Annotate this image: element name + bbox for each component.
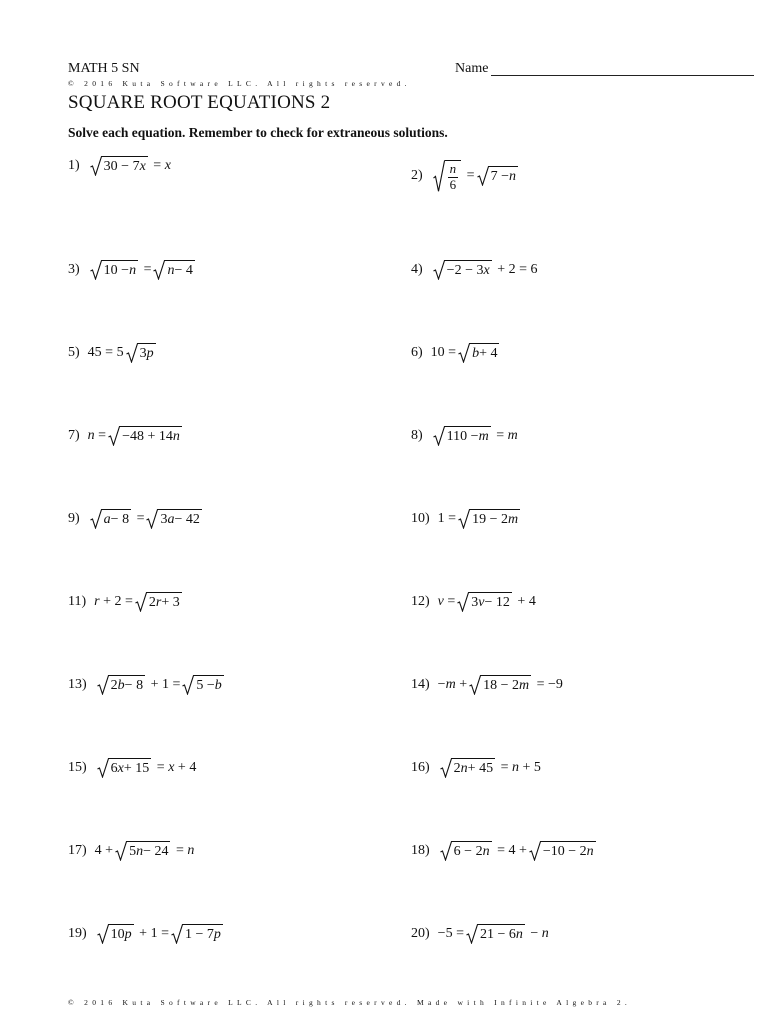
equation: r + 2 = 2 r + 3 [94,594,180,610]
problem-16 [411,758,541,778]
radical-sign [182,675,194,695]
copyright-line: © 2016 Kuta Software LLC. All rights reserved. [68,79,411,88]
problem-number: 2) [411,168,423,184]
radical-sign [457,592,469,612]
equation: 2 b − 8 + 1 = 5 − b [95,675,226,695]
equation: 10 = b + 4 [430,345,498,361]
problem-20 [411,924,549,944]
problem-10 [411,509,522,529]
radical-sign [440,841,452,861]
equation: 110 − m = m [431,426,518,446]
problem-1 [68,156,171,176]
problem-number: 12) [411,594,430,609]
radical-sign [433,260,445,280]
problem-number: 17) [68,843,87,858]
problem-12 [411,592,536,612]
problem-number: 6) [411,345,423,360]
equation: 6 − 2 n = 4 + −10 − 2 n [438,841,598,861]
problem-number: 9) [68,511,80,526]
equation: 10 p + 1 = 1 − 7 p [95,924,225,944]
problem-19 [68,924,225,944]
radical-sign [146,509,158,529]
instructions: Solve each equation. Remember to check for extraneous solutions. [68,125,448,140]
problem-number: 15) [68,760,87,775]
course-label: MATH 5 SN [68,61,140,76]
radical-sign [433,160,445,193]
problem-13 [68,675,226,695]
problem-2 [411,160,520,193]
equation: −5 = 21 − 6 n − n [437,926,549,942]
radical-sign [90,260,102,280]
equation: 10 − n = n − 4 [88,260,197,280]
equation: 4 + 5 n − 24 = n [94,843,195,859]
equation: − m + 18 − 2 m = −9 [437,677,563,693]
radical-sign [171,924,183,944]
problem-6 [411,343,501,363]
problem-11 [68,592,184,612]
problem-number: 7) [68,428,80,443]
radical-sign [126,343,138,363]
radical-sign [115,841,127,861]
problem-8 [411,426,518,446]
problem-number: 18) [411,843,430,858]
problem-number: 16) [411,760,430,775]
footer-copyright: © 2016 Kuta Software LLC. All rights reserved. Made with Infinite Algebra 2. [68,998,632,1007]
equation: −2 − 3 x + 2 = 6 [431,260,538,280]
problem-number: 1) [68,158,80,173]
equation: $\frac{n}{6}$ = 7 − n [431,160,520,193]
radical-sign [153,260,165,280]
problem-number: 5) [68,345,80,360]
problem-7 [68,426,184,446]
problem-3 [68,260,197,280]
radical-sign [135,592,147,612]
problem-number: 20) [411,926,430,941]
radical-sign [90,509,102,529]
equation: n = −48 + 14 n [87,428,180,444]
problem-5 [68,343,158,363]
equation: 1 = 19 − 2 m [437,511,519,527]
radical-sign [477,166,489,186]
problem-number: 4) [411,262,423,277]
radical-sign [97,675,109,695]
radical-sign [108,426,120,446]
problem-17 [68,841,194,861]
problem-number: 3) [68,262,80,277]
problem-14 [411,675,563,695]
problem-number: 14) [411,677,430,692]
equation: 45 = 5 3 p [87,345,154,361]
problem-number: 10) [411,511,430,526]
worksheet-title: SQUARE ROOT EQUATIONS 2 [68,92,331,113]
radical-sign [466,924,478,944]
problem-18 [411,841,598,861]
radical-sign [458,509,470,529]
radical-sign [529,841,541,861]
name-blank-line [491,75,754,76]
problem-15 [68,758,196,778]
radical-sign [433,426,445,446]
problem-9 [68,509,204,529]
problem-4 [411,260,537,280]
equation: 30 − 7 x = x [88,156,171,176]
problem-number: 8) [411,428,423,443]
radical-sign [90,156,102,176]
name-label: Name [455,61,489,76]
equation: a − 8 = 3 a − 42 [88,509,204,529]
radical-sign [458,343,470,363]
equation: 6 x + 15 = x + 4 [95,758,197,778]
radical-sign [440,758,452,778]
equation: v = 3 v − 12 + 4 [437,594,536,610]
problem-number: 11) [68,594,87,609]
radical-sign [97,758,109,778]
radical-sign [97,924,109,944]
equation: 2 n + 45 = n + 5 [438,758,541,778]
problem-number: 19) [68,926,87,941]
problem-number: 13) [68,677,87,692]
radical-sign [469,675,481,695]
